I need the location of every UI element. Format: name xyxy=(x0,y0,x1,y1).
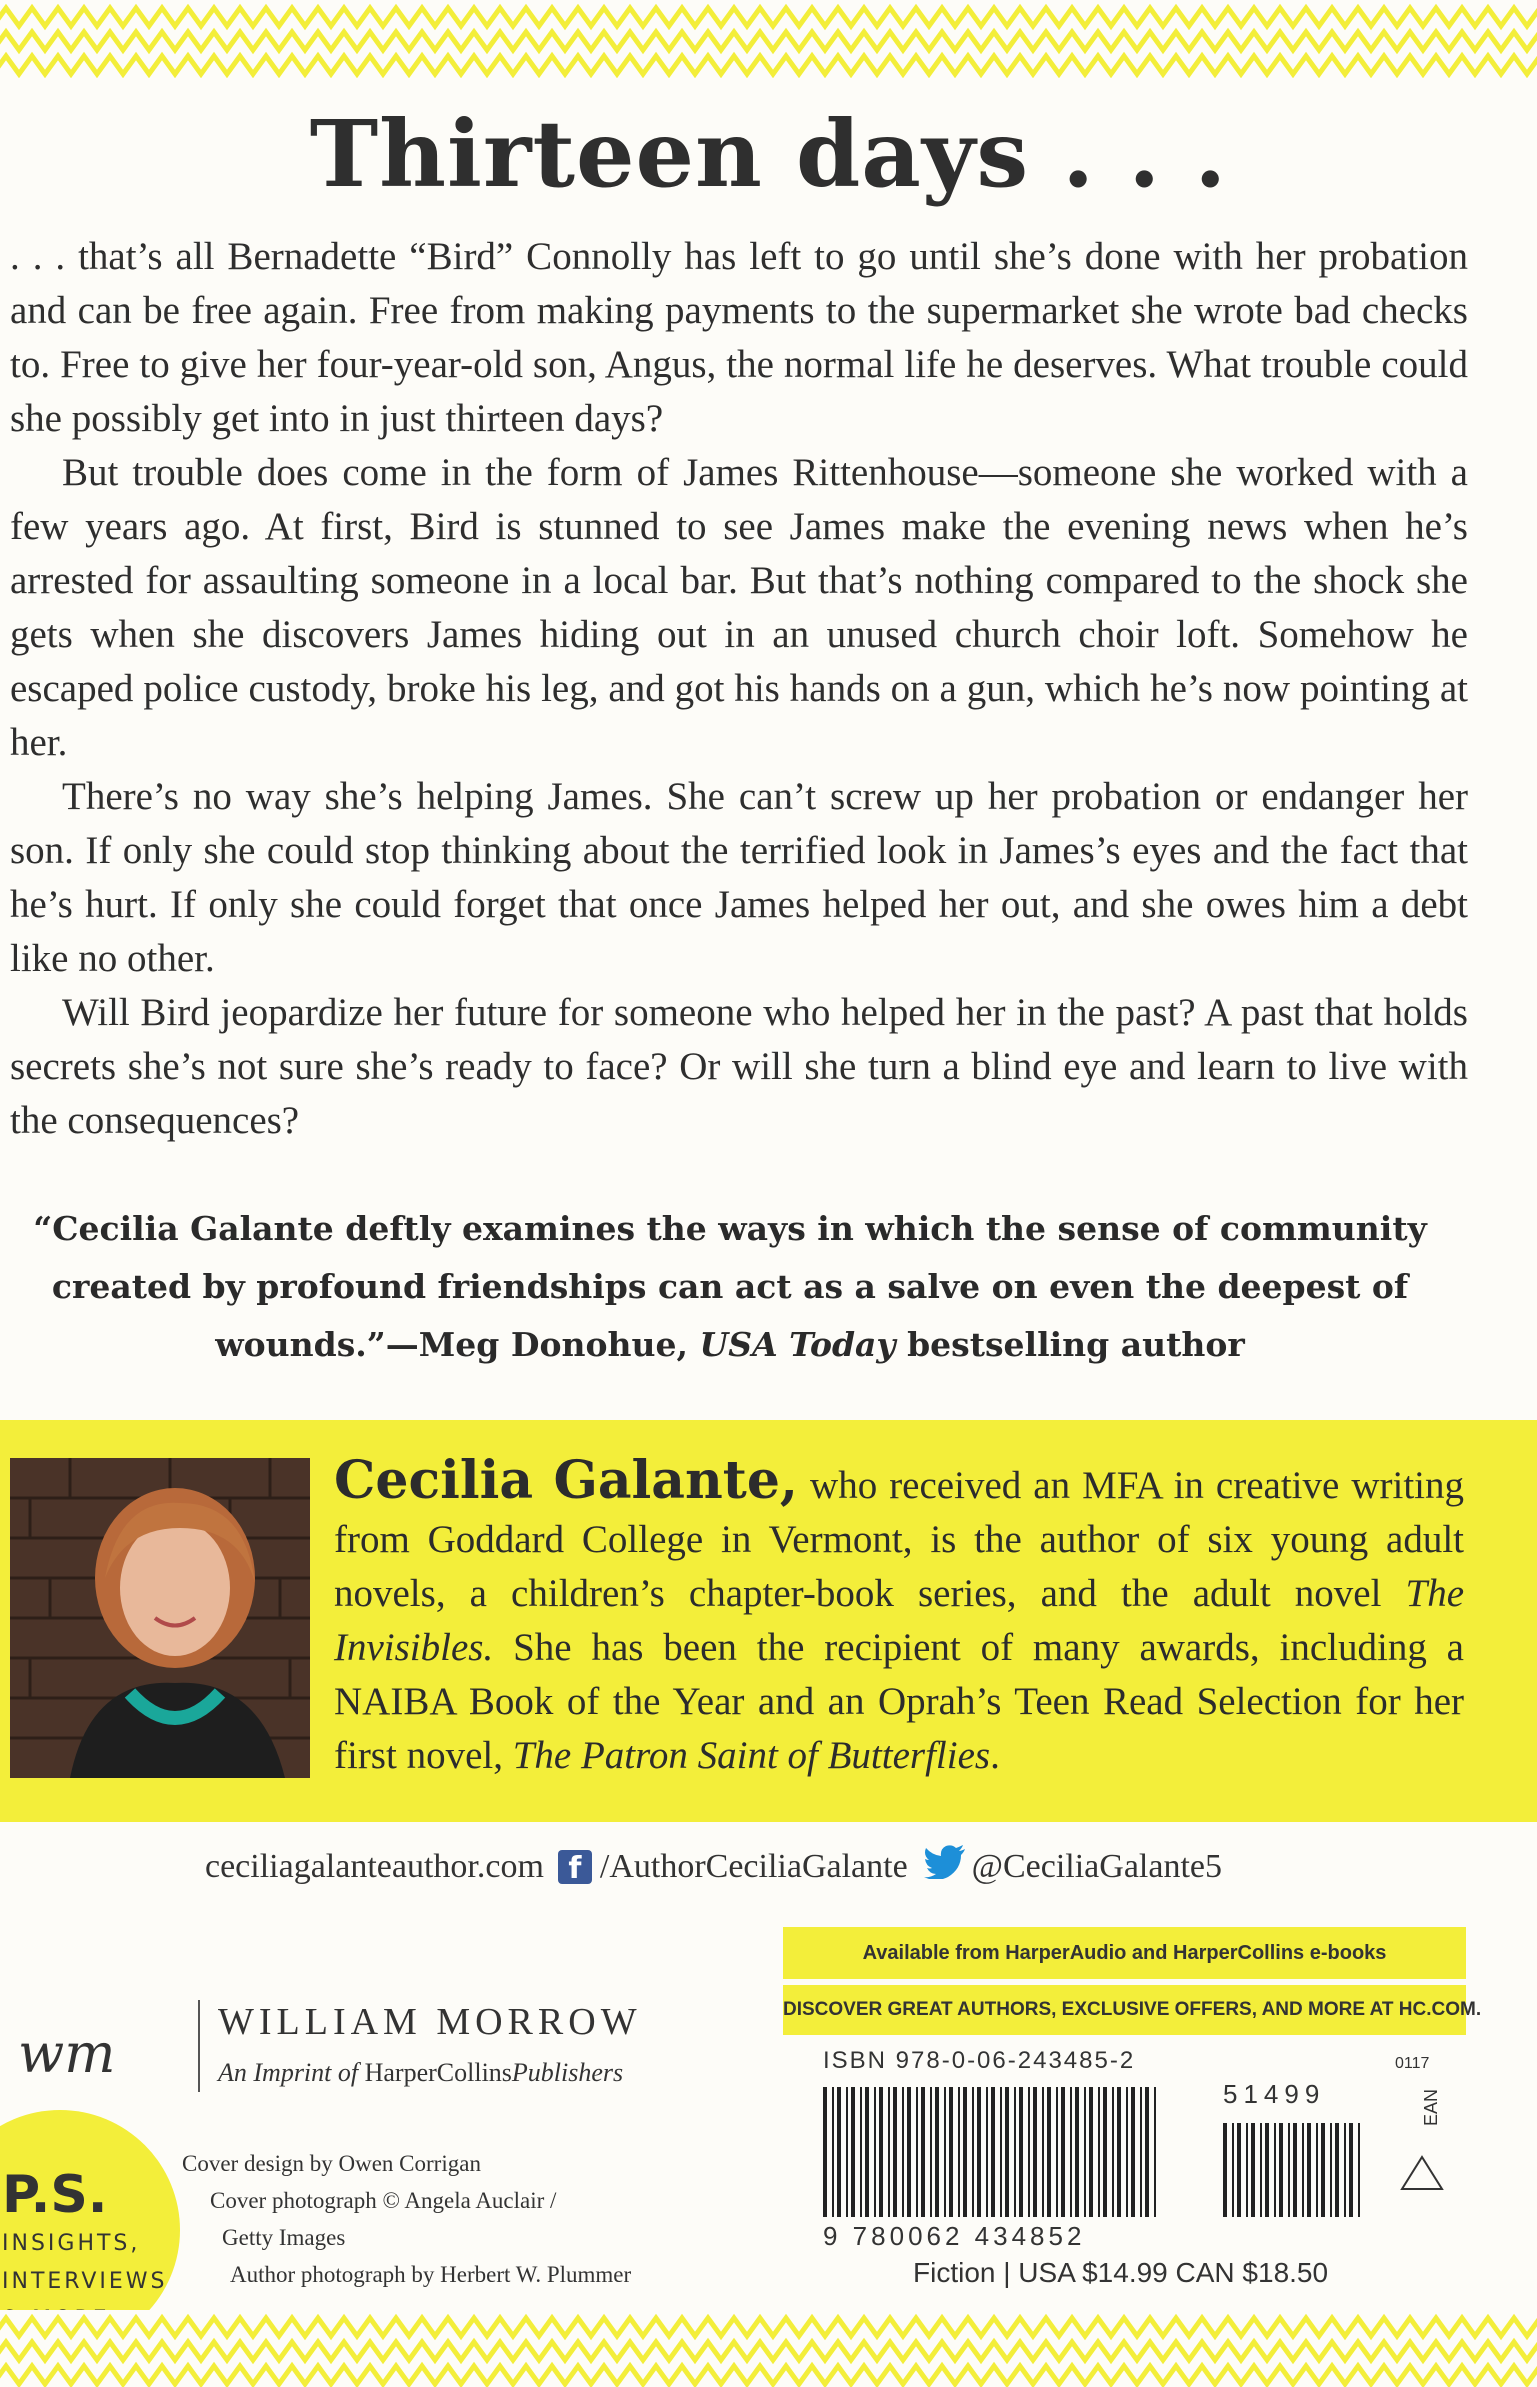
ps-line-1: INSIGHTS, xyxy=(2,2231,141,2256)
twitter-icon xyxy=(924,1845,966,1888)
blurb-paragraph-2: But trouble does come in the form of James Rittenhouse—someone she worked with a few years ago. At first, Bird is stunned to see James make the evening news when he’s arrested for assaulting someone in a local bar. But that’s nothing compared to the shock she gets when she discovers James hiding out in an unused church choir loft. Somehow he escaped police custody, broke his leg, and got his hands on a gun, which he’s now pointing at her. xyxy=(10,451,1468,764)
bottom-zigzag-border xyxy=(0,2310,1537,2387)
facebook-icon: f xyxy=(558,1850,592,1884)
headline: Thirteen days . . . xyxy=(309,100,1228,208)
addon-digits: 51499 xyxy=(1223,2079,1326,2109)
author-bio-band xyxy=(0,1420,1537,1822)
review-quote xyxy=(30,1200,1430,1374)
available-banner: Available from HarperAudio and HarperCollins e-books xyxy=(783,1927,1466,1979)
quote-publication: USA Today xyxy=(699,1325,896,1364)
blurb-paragraph-3: There’s no way she’s helping James. She can’t screw up her probation or endanger her son. If only she could stop thinking about the terrified look in James’s eyes and the fact that he’s hurt. If only she could forget that once James helped her out, and she owes him a debt like no other. xyxy=(10,775,1468,980)
quote-attribution-prefix: —Meg Donohue, xyxy=(385,1325,700,1364)
credit-cover-photo: Cover photograph © Angela Auclair / xyxy=(210,2188,557,2213)
book-title-invisibles: The Invisibles. xyxy=(334,1572,1464,1669)
publisher-logo: wm xyxy=(18,2022,116,2085)
credits xyxy=(182,2145,631,2293)
blurb-paragraph-4: Will Bird jeopardize her future for someone who helped her in the past? A past that holds secrets she’s not sure she’s ready to face? Or will she turn a blind eye and learn to live with the consequences? xyxy=(10,991,1468,1142)
barcode-box xyxy=(783,1927,1482,2288)
bio-text-1: who received an MFA in creative writing from Goddard College in Vermont, is the author of six young adult novels, a children’s chapter-book series, and the adult novel xyxy=(334,1464,1464,1615)
ps-line-2: INTERVIEWS xyxy=(2,2269,168,2294)
bio-text-3: . xyxy=(990,1734,1000,1777)
print-code: 0117 xyxy=(1395,2055,1430,2072)
publisher-imprint xyxy=(218,2058,623,2088)
ean-barcode-bars xyxy=(823,2087,1163,2217)
quote-attribution-suffix: bestselling author xyxy=(895,1325,1245,1364)
quote-text: “Cecilia Galante deftly examines the ways in which the sense of community created by profound friendships can act as a salve on even the deepest of wounds.” xyxy=(33,1209,1427,1364)
facebook-handle[interactable]: /AuthorCeciliaGalante xyxy=(599,1847,908,1885)
publisher-block xyxy=(18,2000,698,2100)
addon-barcode-bars xyxy=(1223,2123,1363,2217)
author-photo xyxy=(10,1458,310,1778)
imprint-suffix: Publishers xyxy=(511,2058,624,2087)
price: Fiction | USA $14.99 CAN $18.50 xyxy=(913,2257,1329,2288)
publisher-name: WILLIAM MORROW xyxy=(218,2001,642,2043)
book-title-patron-saint: The Patron Saint of Butterflies xyxy=(512,1734,991,1777)
twitter-handle[interactable]: @CeciliaGalante5 xyxy=(971,1847,1222,1885)
ean-label: EAN xyxy=(1421,2088,1442,2127)
credit-author-photo: Author photograph by Herbert W. Plummer xyxy=(230,2262,632,2287)
ps-title: P.S. xyxy=(2,2165,108,2225)
website-link[interactable]: ceciliagalanteauthor.com xyxy=(205,1847,544,1885)
author-bio xyxy=(334,1450,1464,1783)
imprint-prefix: An Imprint of xyxy=(218,2058,365,2087)
imprint-name: HarperCollins xyxy=(364,2058,512,2087)
bio-text-2: She has been the recipient of many awards, including a NAIBA Book of the Year and an Oprah’s Teen Read Selection for her first novel, xyxy=(334,1626,1464,1777)
blurb-paragraph-1: . . . that’s all Bernadette “Bird” Connolly has left to go until she’s done with her probation and can be free again. Free from making payments to the supermarket she wrote bad checks to. Free to give her four-year-old son, Angus, the normal life he deserves. What trouble could she possibly get into in just thirteen days? xyxy=(10,235,1468,440)
blurb xyxy=(10,230,1468,1148)
author-name: Cecilia Galante, xyxy=(334,1450,799,1511)
top-zigzag-border xyxy=(0,0,1537,78)
isbn: ISBN 978-0-06-243485-2 xyxy=(823,2047,1136,2074)
ean-arrow-icon xyxy=(1400,2155,1444,2191)
publisher-divider xyxy=(198,2000,200,2092)
credit-getty: Getty Images xyxy=(222,2225,346,2250)
credit-cover-design: Cover design by Owen Corrigan xyxy=(182,2151,481,2176)
social-links xyxy=(205,1845,1222,1888)
ean-digits: 9 780062 434852 xyxy=(823,2221,1086,2251)
discover-banner: DISCOVER GREAT AUTHORS, EXCLUSIVE OFFERS, AND MORE AT HC.COM. xyxy=(783,1985,1466,2035)
